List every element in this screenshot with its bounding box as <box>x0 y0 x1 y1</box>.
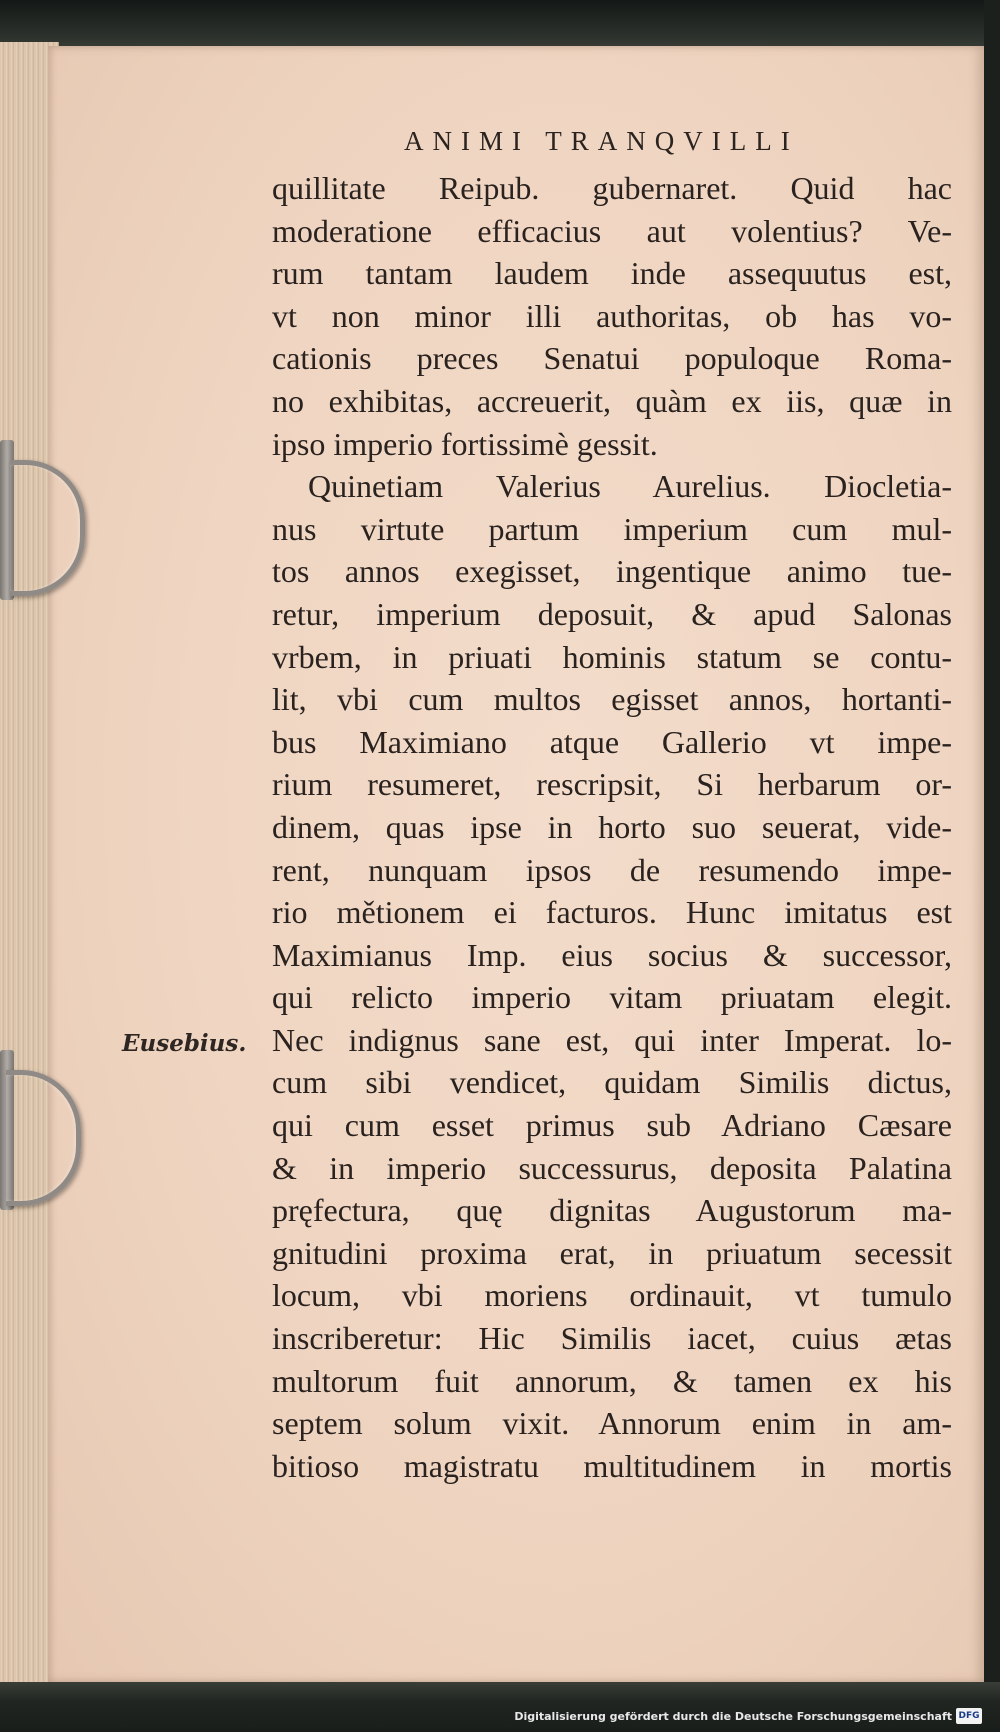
text-line: multorum fuit annorum, & tamen ex his <box>272 1362 952 1399</box>
body-text <box>272 167 952 1487</box>
book-cover-top <box>0 0 1000 50</box>
text-line: moderatione efficacius aut volentius? Ve- <box>272 212 952 249</box>
text-line: rent, nunquam ipsos de resumendo impe- <box>272 851 952 888</box>
text-line: bitioso magistratu multitudinem in mortis <box>272 1447 952 1484</box>
text-line: Nec indignus sane est, qui inter Imperat. lo- <box>272 1021 952 1058</box>
dfg-logo: DFG <box>956 1708 982 1724</box>
text-line: gnitudini proxima erat, in priuatum secessit <box>272 1234 952 1271</box>
book-cover-bottom <box>0 1682 1000 1732</box>
text-line-paragraph-start: Quinetiam Valerius Aurelius. Diocletia- <box>308 468 952 505</box>
text-line: locum, vbi moriens ordinauit, vt tumulo <box>272 1277 952 1314</box>
text-line: Maximianus Imp. eius socius & successor, <box>272 936 952 973</box>
marginal-note: Eusebius. <box>122 1030 247 1057</box>
text-line: rium resumeret, rescripsit, Si herbarum or- <box>272 766 952 803</box>
text-line: no exhibitas, accreuerit, quàm ex iis, quæ in <box>272 382 952 419</box>
book-cover-right <box>984 0 1000 1732</box>
running-header: ANIMI TRANQVILLI <box>404 126 799 156</box>
text-line: qui relicto imperio vitam priuatam elegit. <box>272 979 952 1016</box>
text-line: tos annos exegisset, ingentique animo tue- <box>272 553 952 590</box>
text-line: rum tantam laudem inde assequutus est, <box>272 255 952 292</box>
text-line: nus virtute partum imperium cum mul- <box>272 510 952 547</box>
text-line: rio mětionem ei facturos. Hunc imitatus est <box>272 894 952 931</box>
text-line: cum sibi vendicet, quidam Similis dictus, <box>272 1064 952 1101</box>
text-line: dinem, quas ipse in horto suo seuerat, vide- <box>272 808 952 845</box>
text-line: cationis preces Senatui populoque Roma- <box>272 340 952 377</box>
text-line: lit, vbi cum multos egisset annos, hortanti- <box>272 681 952 718</box>
text-line: retur, imperium deposuit, & apud Salonas <box>272 595 952 632</box>
text-line: qui cum esset primus sub Adriano Cæsare <box>272 1107 952 1144</box>
text-line: septem solum vixit. Annorum enim in am- <box>272 1405 952 1442</box>
text-line: inscriberetur: Hic Similis iacet, cuius ætas <box>272 1320 952 1357</box>
digitization-credit: Digitalisierung gefördert durch die Deutsche Forschungsgemeinschaft <box>514 1710 952 1723</box>
text-line: vt non minor illi authoritas, ob has vo- <box>272 297 952 334</box>
text-line: pręfectura, quę dignitas Augustorum ma- <box>272 1192 952 1229</box>
text-line: bus Maximiano atque Gallerio vt impe- <box>272 723 952 760</box>
text-line: ipso imperio fortissimè gessit. <box>272 425 658 462</box>
text-line: & in imperio successurus, deposita Palatina <box>272 1149 952 1186</box>
text-line: quillitate Reipub. gubernaret. Quid hac <box>272 170 952 206</box>
text-line: vrbem, in priuati hominis statum se contu- <box>272 638 952 675</box>
